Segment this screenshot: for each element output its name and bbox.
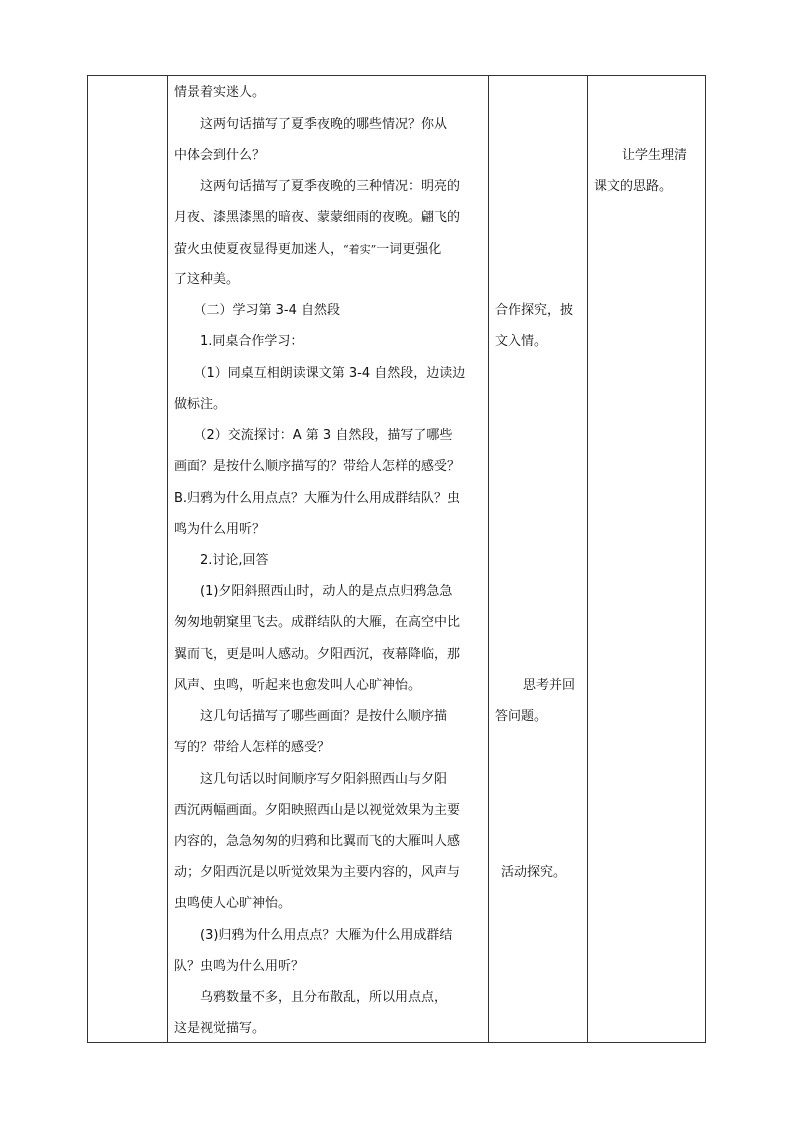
text-line: 月夜、漆黑漆黑的暗夜、蒙蒙细雨的夜晚。翩飞的 (174, 210, 461, 225)
section-heading: （二）学习第 3-4 自然段 (174, 303, 340, 318)
text-line: （2）交流探讨：A 第 3 自然段，描写了哪些 (174, 428, 453, 443)
activity-text: 合作探究，披 (495, 303, 574, 318)
design-intent-cell (588, 76, 706, 1042)
text-line: (3)归鸦为什么用点点？大雁为什么用成群结 (174, 928, 453, 943)
activity-text: 思考并回 (523, 678, 576, 693)
text-line (174, 242, 441, 258)
student-activity-cell (489, 76, 587, 1042)
text-segment: 萤火虫使夏夜显得更加迷人， (174, 242, 344, 257)
text-line: （1）同桌互相朗读课文第 3-4 自然段，边读边 (174, 366, 466, 381)
text-line: 翼而飞，更是叫人感动。夕阳西沉，夜幕降临，那 (174, 647, 461, 662)
text-line: 1.同桌合作学习： (174, 334, 304, 349)
text-line: 情景着实迷人。 (174, 85, 266, 100)
text-line: 了这种美。 (174, 272, 240, 287)
text-line: 这是视觉描写。 (174, 1021, 266, 1036)
text-line: 动；夕阳西沉是以听觉效果为主要内容的，风声与 (174, 865, 461, 880)
text-line: 2.讨论,回答 (174, 553, 269, 568)
text-line: 乌鸦数量不多，且分布散乱，所以用点点， (174, 990, 448, 1005)
text-line: 这几句话描写了哪些画面？是按什么顺序描 (174, 709, 448, 724)
text-line: 西沉两幅画面。夕阳映照西山是以视觉效果为主要 (174, 803, 461, 818)
text-line: 做标注。 (174, 397, 227, 412)
intent-text: 课文的思路。 (594, 179, 673, 194)
text-line: (1)夕阳斜照西山时，动人的是点点归鸦急急 (174, 584, 453, 599)
empty-first-column (88, 76, 167, 1042)
activity-text: 文入情。 (495, 334, 548, 349)
activity-text: 答问题。 (495, 709, 548, 724)
text-segment: 一词更强化 (376, 242, 442, 257)
text-line: 中体会到什么？ (174, 148, 266, 163)
text-line: 风声、虫鸣，听起来也愈发叫人心旷神怡。 (174, 678, 422, 693)
teaching-process-cell (168, 76, 488, 1042)
activity-text: 活动探究。 (501, 865, 567, 880)
text-line: 画面？是按什么顺序描写的？带给人怎样的感受？ (174, 459, 461, 474)
text-line: 这几句话以时间顺序写夕阳斜照西山与夕阳 (174, 772, 448, 787)
text-line: 这两句话描写了夏季夜晚的哪些情况？你从 (174, 117, 448, 132)
lesson-table (87, 75, 706, 1043)
text-line: 虫鸣使人心旷神怡。 (174, 896, 292, 911)
text-line: 写的？带给人怎样的感受？ (174, 740, 331, 755)
intent-text: 让学生理清 (622, 148, 688, 163)
quoted-word: “着实” (343, 243, 377, 256)
text-line: B.归鸦为什么用点点？大雁为什么用成群结队？虫 (174, 491, 461, 506)
text-line: 鸣为什么用听？ (174, 522, 266, 537)
text-line: 匆匆地朝窠里飞去。成群结队的大雁，在高空中比 (174, 615, 461, 630)
text-line: 队？虫鸣为什么用听？ (174, 959, 305, 974)
text-line: 内容的，急急匆匆的归鸦和比翼而飞的大雁叫人感 (174, 834, 461, 849)
text-line: 这两句话描写了夏季夜晚的三种情况：明亮的 (174, 179, 461, 194)
